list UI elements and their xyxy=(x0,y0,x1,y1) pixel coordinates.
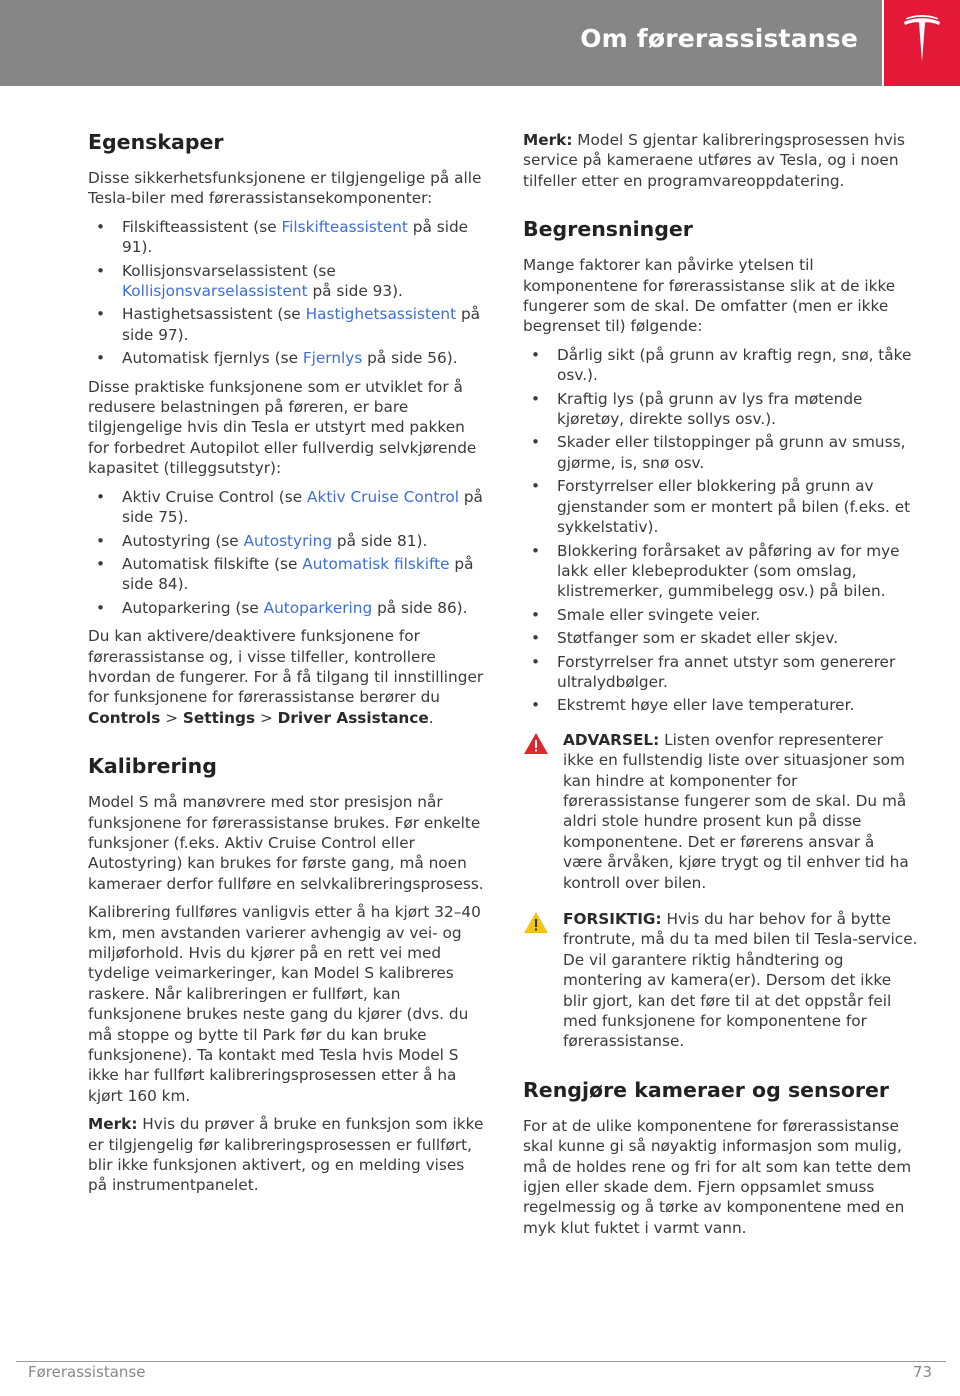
link-automatisk-filskifte[interactable]: Automatisk filskifte xyxy=(302,554,450,573)
limitations-heading: Begrensninger xyxy=(523,217,693,242)
right-column xyxy=(523,130,918,1246)
list-item: • Hastighetsassistent (se Hastighetsassistent på side 97). xyxy=(88,304,484,345)
link-aktiv-cruise-control[interactable]: Aktiv Cruise Control xyxy=(307,487,459,506)
tesla-logo xyxy=(884,0,960,86)
convenience-intro: Disse praktiske funksjonene som er utviklet for å redusere belastningen på føreren, er bare tilgjengelige hvis din Tesla er utstyrt med pakken for forbedret Autopilot eller fullverdig selvkjørende kapasitet (tilleggsutstyr): xyxy=(88,377,477,478)
page-header xyxy=(0,0,882,86)
list-item: • Forstyrrelser fra annet utstyr som genererer ultralydbølger. xyxy=(523,652,918,693)
link-kollisjonsvarselassistent[interactable]: Kollisjonsvarselassistent xyxy=(122,282,308,301)
menu-controls: Controls xyxy=(88,708,161,727)
list-item: • Aktiv Cruise Control (se Aktiv Cruise Control på side 75). xyxy=(88,487,484,528)
link-autostyring[interactable]: Autostyring xyxy=(243,531,333,550)
left-column xyxy=(88,128,484,1204)
calibration-paragraph-1: Model S må manøvrere med stor presisjon når funksjonene for førerassistanse brukes. Før enkelte funksjoner (f.eks. Aktiv Cruise Control eller Autostyring) kan brukes for første gang, må noen kameraer derfor fullføre en selvkalibreringsprosess. xyxy=(88,793,484,893)
caution-text: Hvis du har behov for å bytte frontrute, må du ta med bilen til Tesla-service. De vil garantere riktig håndtering og montering av kamera(er). Dersom det ikke blir gjort, kan det føre til at det oppstår feil med funksjonene for komponentene for førerassistanse. xyxy=(563,910,918,1051)
page-number: 73 xyxy=(912,1363,932,1381)
limitations-intro: Mange faktorer kan påvirke ytelsen til komponentene for førerassistanse slik at de ikke fungerer som de skal. De omfatter (men er ikke begrenset til) følgende: xyxy=(523,256,896,336)
features-heading: Egenskaper xyxy=(88,130,224,154)
link-hastighetsassistent[interactable]: Hastighetsassistent xyxy=(305,305,457,324)
list-item: • Kraftig lys (på grunn av lys fra møtende kjøretøy, direkte sollys osv.). xyxy=(523,389,918,430)
list-item: • Forstyrrelser eller blokkering på grunn av gjenstander som er montert på bilen (f.eks. et sykkelstativ). xyxy=(523,476,918,537)
link-autoparkering[interactable]: Autoparkering xyxy=(263,598,373,617)
calibration-heading: Kalibrering xyxy=(88,754,217,779)
warning-text: Listen ovenfor representerer ikke en fullstendig liste over situasjoner som kan hindre at komponenter for førerassistanse fungerer som de skal. Du må aldri stole hundre prosent kun på disse komponentene. Det er førerens ansvar å være årvåken, kjøre trygt og til enhver tid ha kontroll over bilen. xyxy=(563,730,909,892)
menu-driver-assistance: Driver Assistance xyxy=(277,708,429,727)
page-title: Om førerassistanse xyxy=(580,24,858,53)
list-item: • Autostyring (se Autostyring på side 81). xyxy=(88,531,484,551)
footer-section: Førerassistanse xyxy=(28,1363,146,1381)
cleaning-heading: Rengjøre kameraer og sensorer xyxy=(523,1077,890,1102)
list-item: • Smale eller svingete veier. xyxy=(523,605,918,625)
list-item: • Skader eller tilstoppinger på grunn av smuss, gjørme, is, snø osv. xyxy=(523,432,918,473)
warning-label: ADVARSEL: xyxy=(563,730,660,749)
link-fjernlys[interactable]: Fjernlys xyxy=(302,349,363,368)
list-item: • Automatisk fjernlys (se Fjernlys på side 56). xyxy=(88,348,484,368)
list-item: • Ekstremt høye eller lave temperaturer. xyxy=(523,695,918,715)
cleaning-text: For at de ulike komponentene for førerassistanse skal kunne gi så nøyaktig informasjon som mulig, må de holdes rene og fri for alt som kan tette dem igjen eller skade dem. Fjern oppsamlet smuss regelmessig og å tørke av komponentene med en myk klut fuktet i varmt vann. xyxy=(523,1116,912,1237)
warning-icon xyxy=(523,732,549,760)
link-filskifteassistent[interactable]: Filskifteassistent xyxy=(281,217,408,236)
list-item: • Dårlig sikt (på grunn av kraftig regn, snø, tåke osv.). xyxy=(523,345,918,386)
limitations-list xyxy=(523,345,918,716)
menu-settings: Settings xyxy=(182,708,256,727)
caution-note xyxy=(523,909,918,1052)
list-item: • Filskifteassistent (se Filskifteassistent på side 91). xyxy=(88,217,484,258)
recalibration-note: Merk: Model S gjentar kalibreringsprosessen hvis service på kameraene utføres av Tesla, og i noen tilfeller etter en programvareoppdatering. xyxy=(523,131,905,190)
calibration-note: Merk: Hvis du prøver å bruke en funksjon som ikke er tilgjengelig før kalibreringsprosessen er fullført, blir ikke funksjonen aktivert, og en melding vises på instrumentpanelet. xyxy=(88,1115,484,1195)
caution-icon xyxy=(523,911,549,939)
list-item: • Støtfanger som er skadet eller skjev. xyxy=(523,628,918,648)
list-item: • Automatisk filskifte (se Automatisk filskifte på side 84). xyxy=(88,554,484,595)
settings-paragraph: Du kan aktivere/deaktivere funksjonene for førerassistanse og, i visse tilfeller, kontrollere hvordan de fungerer. For å få tilgang til innstillinger for funksjonene for førerassistanse berører du Controls > Settings > Driver Assistance. xyxy=(88,627,484,727)
calibration-paragraph-2: Kalibrering fullføres vanligvis etter å ha kjørt 32–40 km, men avstanden varierer avhengig av vei- og miljøforhold. Hvis du kjører på en rett vei med tydelige veimarkeringer, kan Model S kalibreres raskere. Når kalibreringen er fullført, kan funksjonene brukes neste gang du kjører (dvs. du må stoppe og bytte til Park før du kan bruke funksjonene). Ta kontakt med Tesla hvis Model S ikke har fullført kalibreringsprosessen etter å ha kjørt 160 km. xyxy=(88,903,481,1105)
features-intro: Disse sikkerhetsfunksjonene er tilgjengelige på alle Tesla-biler med førerassistansekomponenter: xyxy=(88,169,482,208)
convenience-feature-list xyxy=(88,487,484,618)
warning-note xyxy=(523,730,918,893)
safety-feature-list xyxy=(88,217,484,369)
list-item: • Kollisjonsvarselassistent (se Kollisjonsvarselassistent på side 93). xyxy=(88,261,484,302)
tesla-logo-icon xyxy=(902,14,942,68)
footer-divider xyxy=(16,1361,946,1362)
list-item: • Blokkering forårsaket av påføring av for mye lakk eller klebeprodukter (som omslag, klistremerker, gummibelegg osv.) på bilen. xyxy=(523,541,918,602)
list-item: • Autoparkering (se Autoparkering på side 86). xyxy=(88,598,484,618)
caution-label: FORSIKTIG: xyxy=(563,910,662,928)
